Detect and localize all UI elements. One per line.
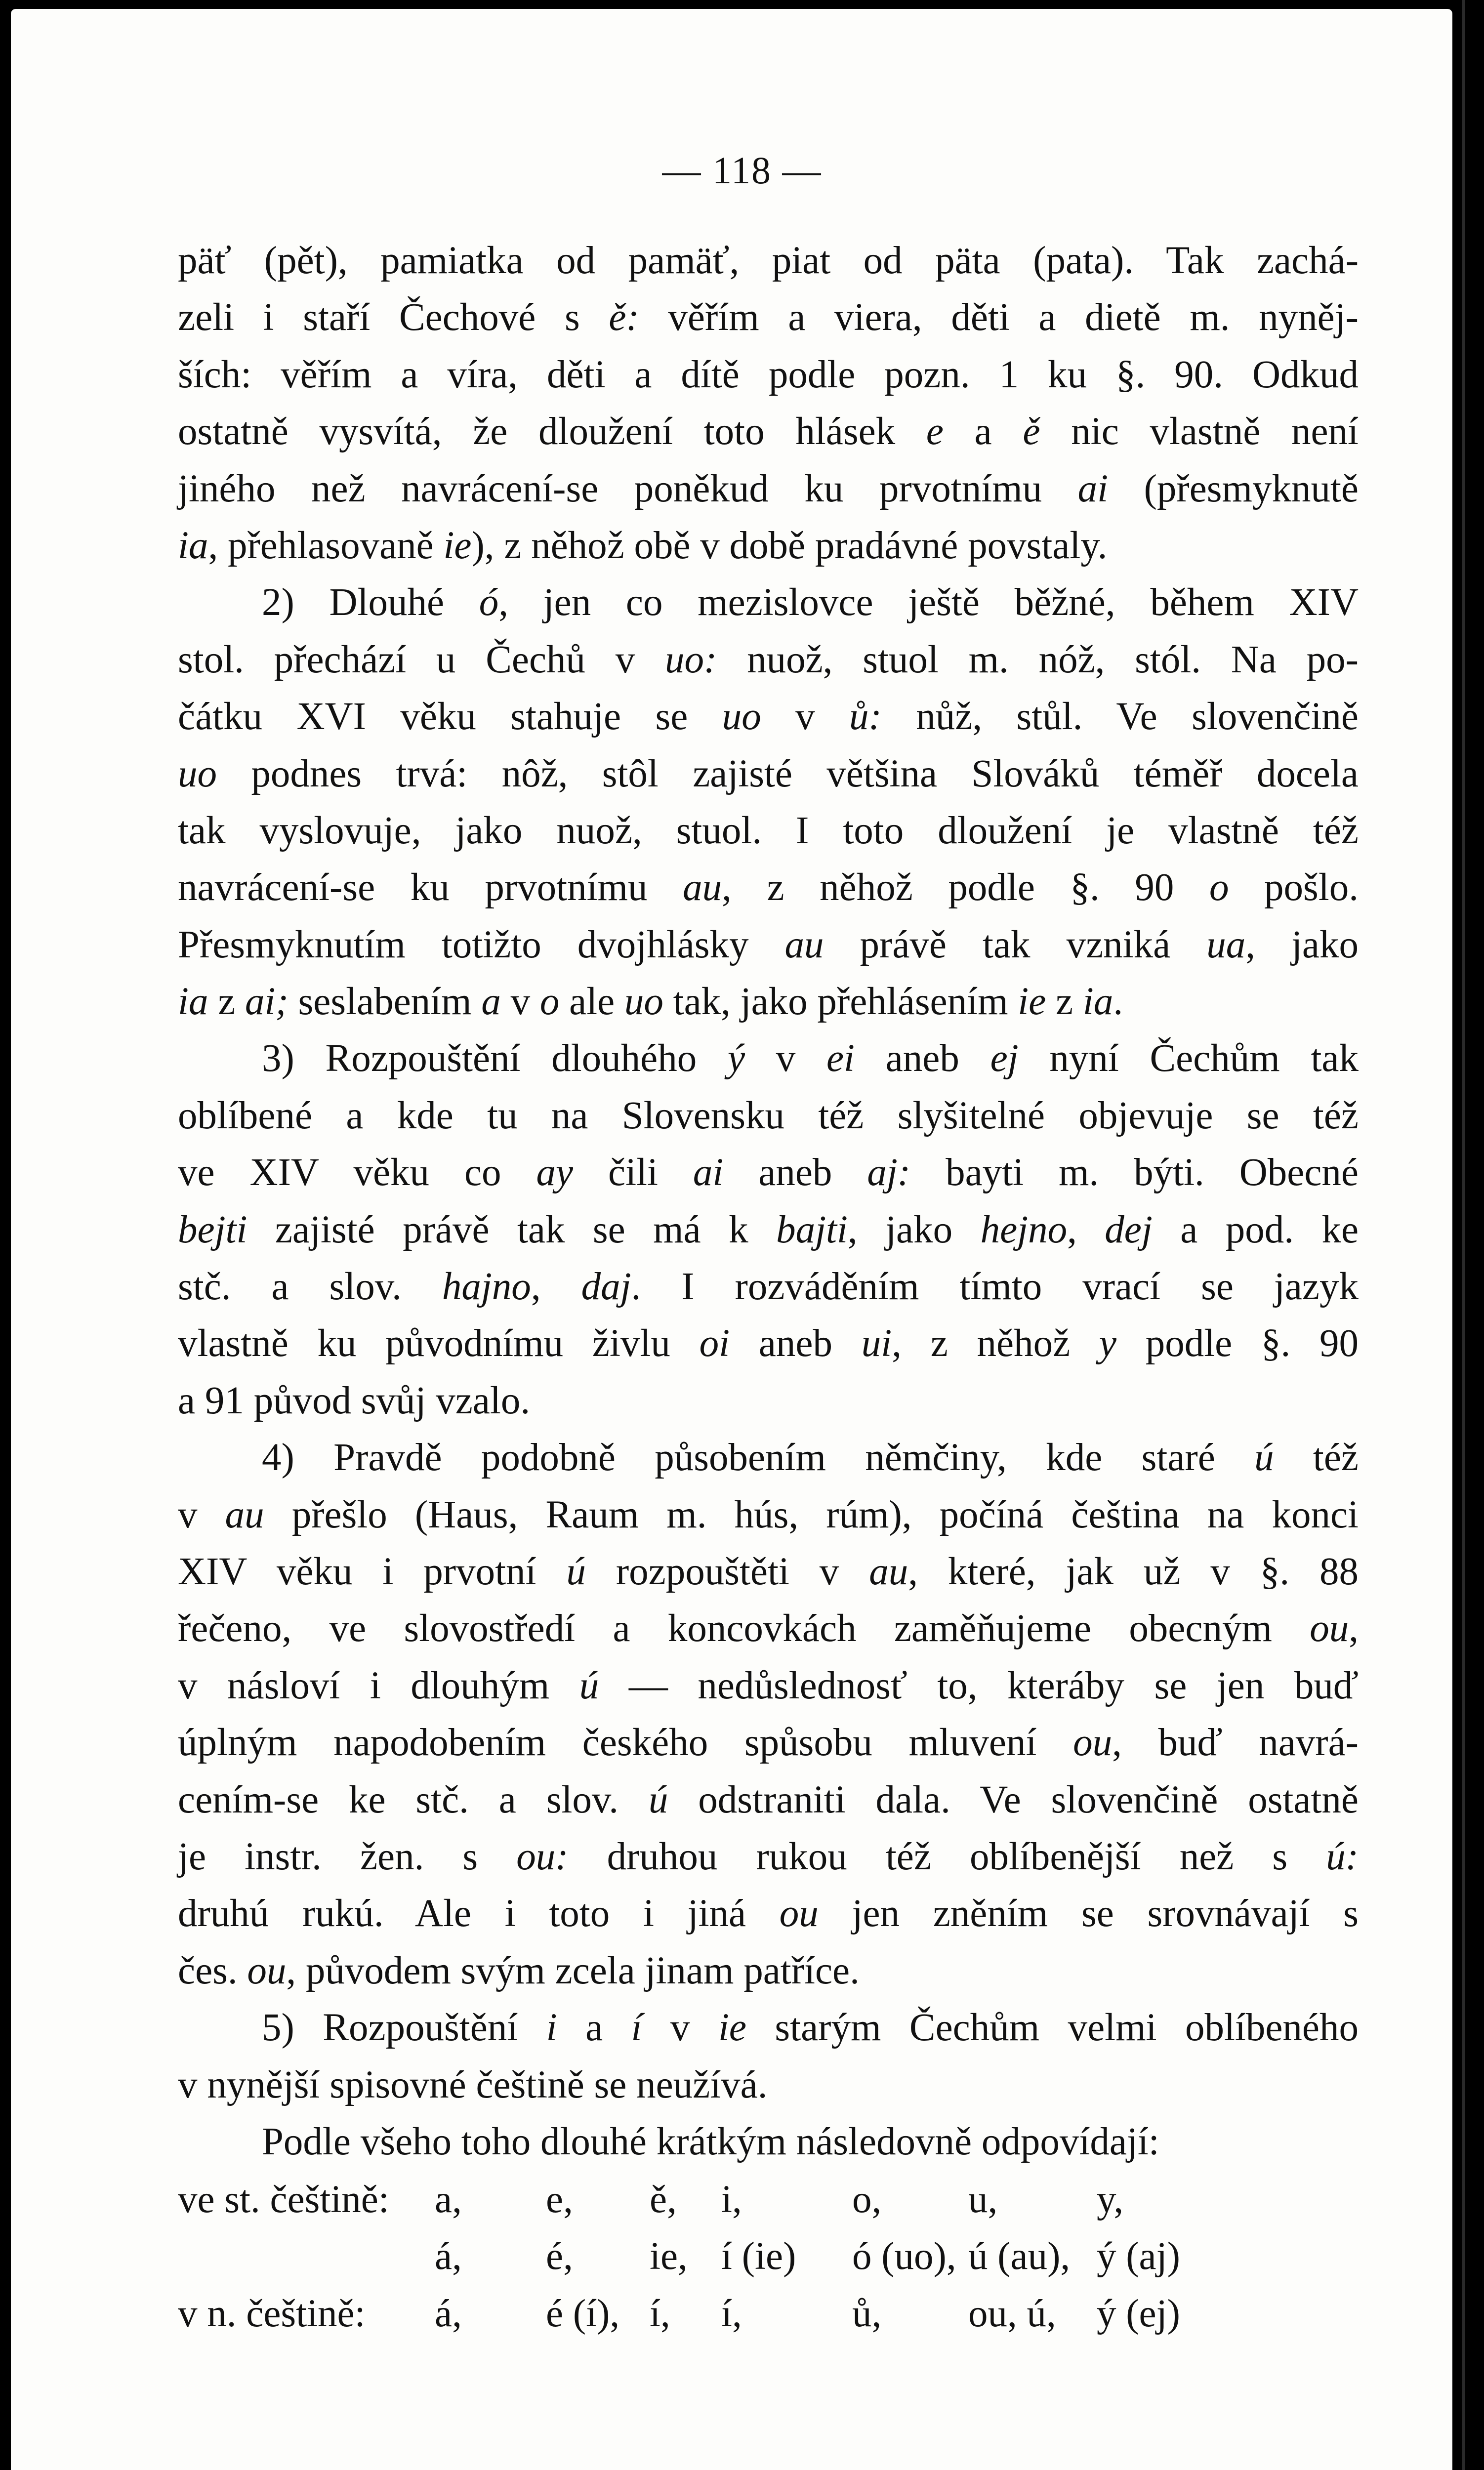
table-cell: y, xyxy=(1097,2178,1124,2221)
table-cell: ú (au), xyxy=(968,2235,1071,2278)
table-cell: í, xyxy=(721,2292,742,2335)
text-line: čes. ou, původem svým zcela jinam patříce. xyxy=(178,1949,860,1992)
table-cell: é (í), xyxy=(546,2292,620,2335)
row-label: ve st. češtině: xyxy=(178,2178,389,2221)
text-line: navrácení-se ku prvotnímu au, z něhož podle §. 90 o pošlo. xyxy=(178,866,1359,909)
text-line: ostatně vysvítá, že dloužení toto hlásek e a ě nic vlastně není xyxy=(178,410,1359,453)
table-cell: ý (ej) xyxy=(1097,2292,1180,2335)
table-cell: é, xyxy=(546,2235,573,2278)
text-line: a 91 původ svůj vzalo. xyxy=(178,1379,531,1422)
paragraph xyxy=(178,232,1359,574)
text-line: stč. a slov. hajno, daj. I rozváděním tímto vrací se jazyk xyxy=(178,1265,1359,1309)
table-cell: i, xyxy=(721,2178,742,2221)
table-cell: á, xyxy=(435,2235,462,2278)
body-text xyxy=(178,232,1359,2170)
table-cell: ó (uo), xyxy=(852,2235,956,2278)
text-line: druhú rukú. Ale i toto i jiná ou jen zněním se srovnávají s xyxy=(178,1892,1359,1935)
text-line: 3) Rozpouštění dlouhého ý v ei aneb ej nyní Čechům tak xyxy=(262,1037,1359,1080)
text-line: bejti zajisté právě tak se má k bajti, jako hejno, dej a pod. ke xyxy=(178,1208,1359,1251)
row-label: v n. češtině: xyxy=(178,2292,366,2335)
text-line: Přesmyknutím totižto dvojhlásky au právě tak vzniká ua, jako xyxy=(178,923,1359,966)
table-cell: ů, xyxy=(852,2292,882,2335)
text-line: ia, přehlasovaně ie), z něhož obě v době pradávné povstaly. xyxy=(178,524,1108,567)
paragraph xyxy=(178,1429,1359,1999)
table-cell: ě, xyxy=(650,2178,677,2221)
text-line: v au přešlo (Haus, Raum m. hús, rúm), počíná čeština na konci xyxy=(178,1493,1359,1536)
table-cell: á, xyxy=(435,2292,462,2335)
text-line: tak vyslovuje, jako nuož, stuol. I toto dloužení je vlastně též xyxy=(178,809,1359,852)
text-line: cením-se ke stč. a slov. ú odstraniti dala. Ve slovenčině ostatně xyxy=(178,1778,1359,1821)
table-row xyxy=(178,2228,1363,2285)
text-line: v nynější spisovné češtině se neužívá. xyxy=(178,2063,768,2106)
table-cell: ie, xyxy=(650,2235,688,2278)
table-row xyxy=(178,2285,1363,2342)
paragraph xyxy=(178,2113,1359,2170)
text-line: jiného než navrácení-se poněkud ku prvotnímu ai (přesmyknutě xyxy=(178,467,1359,510)
text-line: zeli i staří Čechové s ě: věřím a viera, děti a dietě m. nyněj- xyxy=(178,296,1359,339)
paragraph xyxy=(178,574,1359,1030)
spine-edge xyxy=(1462,0,1465,2470)
table-cell: í (ie) xyxy=(721,2235,796,2278)
table-cell: o, xyxy=(852,2178,882,2221)
text-line: úplným napodobením českého spůsobu mluvení ou, buď navrá- xyxy=(178,1721,1359,1765)
text-line: 5) Rozpouštění i a í v ie starým Čechům velmi oblíbeného xyxy=(262,2006,1359,2050)
book-spine xyxy=(1452,0,1484,2470)
text-line: ia z ai; seslabením a v o ale uo tak, jako přehlásením ie z ia. xyxy=(178,980,1123,1024)
table-cell: ou, ú, xyxy=(968,2292,1056,2335)
table-cell: a, xyxy=(435,2178,462,2221)
text-line: uo podnes trvá: nôž, stôl zajisté většina Slováků téměř docela xyxy=(178,752,1359,795)
text-line: v násloví i dlouhým ú — nedůslednosť to, kteráby se jen buď xyxy=(178,1664,1359,1707)
text-line: ších: věřím a víra, děti a dítě podle pozn. 1 ku §. 90. Odkud xyxy=(178,353,1359,396)
text-line: ve XIV věku co ay čili ai aneb aj: bayti m. býti. Obecné xyxy=(178,1151,1359,1194)
table-cell: í, xyxy=(650,2292,670,2335)
text-line: je instr. žen. s ou: druhou rukou též oblíbenější než s ú: xyxy=(178,1835,1359,1878)
text-line: stol. přechází u Čechů v uo: nuož, stuol m. nóž, stól. Na po- xyxy=(178,638,1359,681)
text-line: vlastně ku původnímu živlu oi aneb ui, z něhož y podle §. 90 xyxy=(178,1322,1359,1365)
text-line: Podle všeho toho dlouhé krátkým následovně odpovídají: xyxy=(262,2120,1159,2163)
text-line: řečeno, ve slovostředí a koncovkách zaměňujeme obecným ou, xyxy=(178,1607,1359,1650)
text-line: 4) Pravdě podobně působením němčiny, kde staré ú též xyxy=(262,1436,1359,1480)
text-line: XIV věku i prvotní ú rozpouštěti v au, které, jak už v §. 88 xyxy=(178,1550,1359,1593)
paragraph xyxy=(178,1999,1359,2113)
table-cell: u, xyxy=(968,2178,998,2221)
text-line: 2) Dlouhé ó, jen co mezislovce ještě běžné, během XIV xyxy=(262,581,1359,624)
table-cell: ý (aj) xyxy=(1097,2235,1180,2278)
table-row xyxy=(178,2171,1363,2228)
page-number: — 118 — xyxy=(662,149,822,192)
text-line: oblíbené a kde tu na Slovensku též slyšitelné objevuje se též xyxy=(178,1094,1359,1137)
vowel-correspondence-table xyxy=(178,2171,1363,2342)
text-line: čátku XVI věku stahuje se uo v ů: nůž, stůl. Ve slovenčině xyxy=(178,695,1359,739)
table-cell: e, xyxy=(546,2178,573,2221)
paragraph xyxy=(178,1030,1359,1429)
text-line: päť (pět), pamiatka od pamäť, piat od päta (pata). Tak zachá- xyxy=(178,239,1359,282)
